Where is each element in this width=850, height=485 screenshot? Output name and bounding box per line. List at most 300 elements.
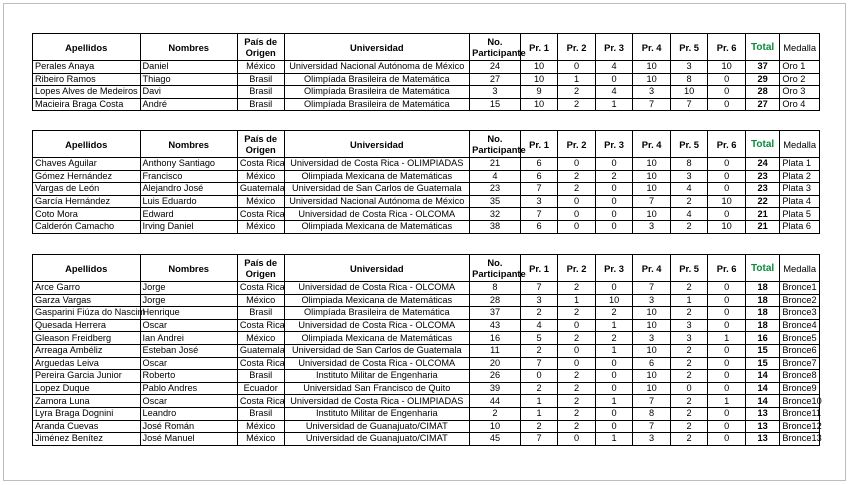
pr6-cell: 0 bbox=[708, 357, 746, 370]
universidad-cell: Olimpiada Mexicana de Matemáticas bbox=[284, 332, 470, 345]
pr1-cell: 4 bbox=[520, 319, 558, 332]
gold-medal-table bbox=[32, 33, 820, 111]
medalla-cell: Bronce6 bbox=[780, 344, 820, 357]
pais-cell: Costa Rica bbox=[237, 282, 284, 295]
pais-cell: Brasil bbox=[237, 86, 284, 99]
pr1-cell: 2 bbox=[520, 307, 558, 320]
header-row bbox=[33, 255, 820, 282]
pr5-cell: 2 bbox=[670, 395, 708, 408]
universidad-cell: Olimpiada Mexicana de Matemáticas bbox=[284, 220, 470, 233]
pr3-cell: 0 bbox=[595, 370, 633, 383]
pr6-cell: 0 bbox=[708, 382, 746, 395]
participante-cell: 21 bbox=[470, 158, 521, 171]
column-header-pr2: Pr. 2 bbox=[558, 255, 596, 282]
medalla-cell: Oro 3 bbox=[780, 86, 820, 99]
column-header-pr4: Pr. 4 bbox=[633, 131, 671, 158]
medalla-cell: Oro 2 bbox=[780, 73, 820, 86]
apellidos-cell: Macieira Braga Costa bbox=[33, 98, 141, 111]
pr6-cell: 0 bbox=[708, 407, 746, 420]
pr2-cell: 0 bbox=[558, 61, 596, 74]
participante-cell: 3 bbox=[470, 86, 521, 99]
nombres-cell: Thiago bbox=[140, 73, 237, 86]
nombres-cell: Oscar bbox=[140, 357, 237, 370]
column-header-nombres: Nombres bbox=[140, 131, 237, 158]
column-header-universidad: Universidad bbox=[284, 255, 470, 282]
nombres-cell: Alejandro José bbox=[140, 183, 237, 196]
nombres-cell: Irving Daniel bbox=[140, 220, 237, 233]
total-cell: 18 bbox=[745, 294, 779, 307]
apellidos-cell: Ribeiro Ramos bbox=[33, 73, 141, 86]
apellidos-cell: Gleason Freidberg bbox=[33, 332, 141, 345]
pr6-cell: 1 bbox=[708, 332, 746, 345]
pr5-cell: 2 bbox=[670, 420, 708, 433]
nombres-cell: Leandro bbox=[140, 407, 237, 420]
apellidos-cell: Coto Mora bbox=[33, 208, 141, 221]
total-cell: 14 bbox=[745, 370, 779, 383]
universidad-cell: Universidad de Costa Rica - OLCOMA bbox=[284, 357, 470, 370]
nombres-cell: Edward bbox=[140, 208, 237, 221]
column-header-pr1: Pr. 1 bbox=[520, 255, 558, 282]
pais-cell: México bbox=[237, 220, 284, 233]
total-cell: 13 bbox=[745, 407, 779, 420]
bronze-medal-table bbox=[32, 254, 820, 446]
pr4-cell: 10 bbox=[633, 158, 671, 171]
pr1-cell: 1 bbox=[520, 407, 558, 420]
column-header-pais: País de Origen bbox=[237, 34, 284, 61]
table-row bbox=[33, 61, 820, 74]
column-header-pr6: Pr. 6 bbox=[708, 34, 746, 61]
pr1-cell: 10 bbox=[520, 98, 558, 111]
column-header-pais: País de Origen bbox=[237, 255, 284, 282]
pr4-cell: 10 bbox=[633, 61, 671, 74]
column-header-pr1: Pr. 1 bbox=[520, 34, 558, 61]
pr4-cell: 3 bbox=[633, 433, 671, 446]
pr1-cell: 2 bbox=[520, 382, 558, 395]
pr5-cell: 2 bbox=[670, 220, 708, 233]
pr1-cell: 6 bbox=[520, 220, 558, 233]
pr4-cell: 10 bbox=[633, 344, 671, 357]
medalla-cell: Bronce9 bbox=[780, 382, 820, 395]
pr2-cell: 2 bbox=[558, 86, 596, 99]
pr5-cell: 2 bbox=[670, 282, 708, 295]
pr6-cell: 0 bbox=[708, 370, 746, 383]
pr4-cell: 10 bbox=[633, 208, 671, 221]
universidad-cell: Universidad de San Carlos de Guatemala bbox=[284, 183, 470, 196]
medalla-cell: Bronce10 bbox=[780, 395, 820, 408]
pr4-cell: 7 bbox=[633, 420, 671, 433]
pr1-cell: 2 bbox=[520, 420, 558, 433]
total-cell: 14 bbox=[745, 382, 779, 395]
pais-cell: México bbox=[237, 420, 284, 433]
pr6-cell: 0 bbox=[708, 307, 746, 320]
participante-cell: 27 bbox=[470, 73, 521, 86]
pr2-cell: 2 bbox=[558, 395, 596, 408]
pr1-cell: 5 bbox=[520, 332, 558, 345]
pr1-cell: 7 bbox=[520, 208, 558, 221]
pr2-cell: 2 bbox=[558, 307, 596, 320]
universidad-cell: Olimpiada Mexicana de Matemáticas bbox=[284, 294, 470, 307]
pr5-cell: 2 bbox=[670, 433, 708, 446]
pr4-cell: 6 bbox=[633, 357, 671, 370]
pr4-cell: 3 bbox=[633, 294, 671, 307]
pr3-cell: 0 bbox=[595, 195, 633, 208]
pais-cell: México bbox=[237, 332, 284, 345]
participante-cell: 44 bbox=[470, 395, 521, 408]
medalla-cell: Bronce11 bbox=[780, 407, 820, 420]
table-row bbox=[33, 294, 820, 307]
pr1-cell: 0 bbox=[520, 370, 558, 383]
pr1-cell: 7 bbox=[520, 357, 558, 370]
participante-cell: 26 bbox=[470, 370, 521, 383]
pr2-cell: 2 bbox=[558, 170, 596, 183]
pais-cell: Brasil bbox=[237, 98, 284, 111]
column-header-apellidos: Apellidos bbox=[33, 255, 141, 282]
pr4-cell: 3 bbox=[633, 86, 671, 99]
pais-cell: Costa Rica bbox=[237, 395, 284, 408]
pais-cell: Ecuador bbox=[237, 382, 284, 395]
column-header-total: Total bbox=[745, 255, 779, 282]
pr5-cell: 2 bbox=[670, 307, 708, 320]
pais-cell: Costa Rica bbox=[237, 319, 284, 332]
table-row bbox=[33, 158, 820, 171]
pr3-cell: 0 bbox=[595, 420, 633, 433]
pais-cell: Costa Rica bbox=[237, 158, 284, 171]
total-cell: 18 bbox=[745, 319, 779, 332]
universidad-cell: Olimpíada Brasileira de Matemática bbox=[284, 98, 470, 111]
pr3-cell: 1 bbox=[595, 319, 633, 332]
medalla-cell: Plata 2 bbox=[780, 170, 820, 183]
pr5-cell: 3 bbox=[670, 61, 708, 74]
universidad-cell: Olimpíada Brasileira de Matemática bbox=[284, 307, 470, 320]
apellidos-cell: Zamora Luna bbox=[33, 395, 141, 408]
column-header-pr2: Pr. 2 bbox=[558, 131, 596, 158]
pr6-cell: 0 bbox=[708, 86, 746, 99]
pr2-cell: 2 bbox=[558, 407, 596, 420]
pr6-cell: 0 bbox=[708, 170, 746, 183]
pr3-cell: 1 bbox=[595, 433, 633, 446]
column-header-pr5: Pr. 5 bbox=[670, 34, 708, 61]
pr1-cell: 6 bbox=[520, 170, 558, 183]
medalla-cell: Bronce3 bbox=[780, 307, 820, 320]
universidad-cell: Universidad de Costa Rica - OLCOMA bbox=[284, 282, 470, 295]
pr6-cell: 0 bbox=[708, 319, 746, 332]
participante-cell: 39 bbox=[470, 382, 521, 395]
apellidos-cell: Pereira Garcia Junior bbox=[33, 370, 141, 383]
pr2-cell: 1 bbox=[558, 294, 596, 307]
pr2-cell: 2 bbox=[558, 282, 596, 295]
column-header-pr3: Pr. 3 bbox=[595, 255, 633, 282]
pr1-cell: 10 bbox=[520, 61, 558, 74]
pr6-cell: 0 bbox=[708, 420, 746, 433]
pr4-cell: 8 bbox=[633, 407, 671, 420]
pr1-cell: 6 bbox=[520, 158, 558, 171]
column-header-pr4: Pr. 4 bbox=[633, 34, 671, 61]
pr3-cell: 1 bbox=[595, 344, 633, 357]
pr4-cell: 10 bbox=[633, 183, 671, 196]
column-header-apellidos: Apellidos bbox=[33, 34, 141, 61]
total-cell: 27 bbox=[745, 98, 779, 111]
column-header-nombres: Nombres bbox=[140, 255, 237, 282]
medalla-cell: Oro 4 bbox=[780, 98, 820, 111]
column-header-pr1: Pr. 1 bbox=[520, 131, 558, 158]
nombres-cell: Jorge bbox=[140, 294, 237, 307]
nombres-cell: Esteban José bbox=[140, 344, 237, 357]
total-cell: 37 bbox=[745, 61, 779, 74]
total-cell: 21 bbox=[745, 208, 779, 221]
universidad-cell: Olimpíada Brasileira de Matemática bbox=[284, 86, 470, 99]
pr2-cell: 0 bbox=[558, 158, 596, 171]
nombres-cell: Oscar bbox=[140, 395, 237, 408]
table-row bbox=[33, 307, 820, 320]
medalla-cell: Bronce7 bbox=[780, 357, 820, 370]
pr1-cell: 9 bbox=[520, 86, 558, 99]
apellidos-cell: Gómez Hernández bbox=[33, 170, 141, 183]
participante-cell: 23 bbox=[470, 183, 521, 196]
pr3-cell: 0 bbox=[595, 220, 633, 233]
pr5-cell: 3 bbox=[670, 319, 708, 332]
table-row bbox=[33, 98, 820, 111]
total-cell: 23 bbox=[745, 170, 779, 183]
pr3-cell: 1 bbox=[595, 395, 633, 408]
pr5-cell: 2 bbox=[670, 344, 708, 357]
pr3-cell: 2 bbox=[595, 170, 633, 183]
pr5-cell: 3 bbox=[670, 332, 708, 345]
pr2-cell: 0 bbox=[558, 220, 596, 233]
universidad-cell: Universidad de San Carlos de Guatemala bbox=[284, 344, 470, 357]
column-header-medalla: Medalla bbox=[780, 131, 820, 158]
pr1-cell: 7 bbox=[520, 183, 558, 196]
participante-cell: 24 bbox=[470, 61, 521, 74]
column-header-participante: No. Participante bbox=[470, 255, 521, 282]
pr6-cell: 0 bbox=[708, 208, 746, 221]
apellidos-cell: Arguedas Leiva bbox=[33, 357, 141, 370]
pr6-cell: 0 bbox=[708, 73, 746, 86]
nombres-cell: Oscar bbox=[140, 319, 237, 332]
participante-cell: 43 bbox=[470, 319, 521, 332]
pr1-cell: 2 bbox=[520, 344, 558, 357]
apellidos-cell: Lopez Duque bbox=[33, 382, 141, 395]
medalla-cell: Bronce13 bbox=[780, 433, 820, 446]
total-cell: 13 bbox=[745, 420, 779, 433]
pr4-cell: 10 bbox=[633, 170, 671, 183]
pr5-cell: 2 bbox=[670, 407, 708, 420]
universidad-cell: Universidad Nacional Autónoma de México bbox=[284, 61, 470, 74]
column-header-universidad: Universidad bbox=[284, 34, 470, 61]
participante-cell: 4 bbox=[470, 170, 521, 183]
pr2-cell: 2 bbox=[558, 370, 596, 383]
universidad-cell: Instituto Militar de Engenharia bbox=[284, 370, 470, 383]
pr6-cell: 10 bbox=[708, 195, 746, 208]
table-row bbox=[33, 73, 820, 86]
nombres-cell: Davi bbox=[140, 86, 237, 99]
total-cell: 15 bbox=[745, 357, 779, 370]
pr4-cell: 10 bbox=[633, 307, 671, 320]
table-row bbox=[33, 344, 820, 357]
pr1-cell: 3 bbox=[520, 294, 558, 307]
total-cell: 18 bbox=[745, 307, 779, 320]
nombres-cell: Anthony Santiago bbox=[140, 158, 237, 171]
pr6-cell: 0 bbox=[708, 294, 746, 307]
pr3-cell: 1 bbox=[595, 98, 633, 111]
universidad-cell: Universidad San Francisco de Quito bbox=[284, 382, 470, 395]
table-row bbox=[33, 420, 820, 433]
pr5-cell: 4 bbox=[670, 208, 708, 221]
universidad-cell: Universidad Nacional Autónoma de México bbox=[284, 195, 470, 208]
column-header-apellidos: Apellidos bbox=[33, 131, 141, 158]
total-cell: 22 bbox=[745, 195, 779, 208]
participante-cell: 38 bbox=[470, 220, 521, 233]
table-row bbox=[33, 319, 820, 332]
pr1-cell: 1 bbox=[520, 395, 558, 408]
medalla-cell: Bronce4 bbox=[780, 319, 820, 332]
nombres-cell: Luis Eduardo bbox=[140, 195, 237, 208]
pais-cell: México bbox=[237, 433, 284, 446]
pr2-cell: 0 bbox=[558, 195, 596, 208]
participante-cell: 20 bbox=[470, 357, 521, 370]
pr5-cell: 8 bbox=[670, 158, 708, 171]
nombres-cell: Francisco bbox=[140, 170, 237, 183]
participante-cell: 16 bbox=[470, 332, 521, 345]
nombres-cell: Jorge bbox=[140, 282, 237, 295]
participante-cell: 37 bbox=[470, 307, 521, 320]
participante-cell: 10 bbox=[470, 420, 521, 433]
pr3-cell: 0 bbox=[595, 282, 633, 295]
pr2-cell: 2 bbox=[558, 332, 596, 345]
medalla-cell: Plata 3 bbox=[780, 183, 820, 196]
nombres-cell: Ian Andrei bbox=[140, 332, 237, 345]
pr6-cell: 0 bbox=[708, 433, 746, 446]
total-cell: 24 bbox=[745, 158, 779, 171]
apellidos-cell: Lopes Alves de Medeiros bbox=[33, 86, 141, 99]
participante-cell: 45 bbox=[470, 433, 521, 446]
universidad-cell: Universidad de Costa Rica - OLCOMA bbox=[284, 208, 470, 221]
pr5-cell: 2 bbox=[670, 357, 708, 370]
universidad-cell: Universidad de Costa Rica - OLIMPIADAS bbox=[284, 395, 470, 408]
participante-cell: 28 bbox=[470, 294, 521, 307]
pr1-cell: 7 bbox=[520, 282, 558, 295]
column-header-medalla: Medalla bbox=[780, 34, 820, 61]
table-row bbox=[33, 370, 820, 383]
medalla-cell: Plata 5 bbox=[780, 208, 820, 221]
total-cell: 29 bbox=[745, 73, 779, 86]
pr5-cell: 0 bbox=[670, 382, 708, 395]
pr2-cell: 2 bbox=[558, 98, 596, 111]
column-header-pr6: Pr. 6 bbox=[708, 255, 746, 282]
column-header-pr5: Pr. 5 bbox=[670, 255, 708, 282]
pr2-cell: 2 bbox=[558, 382, 596, 395]
pais-cell: México bbox=[237, 195, 284, 208]
participante-cell: 15 bbox=[470, 98, 521, 111]
nombres-cell: José Manuel bbox=[140, 433, 237, 446]
pr6-cell: 0 bbox=[708, 158, 746, 171]
table-row bbox=[33, 195, 820, 208]
medalla-cell: Plata 1 bbox=[780, 158, 820, 171]
nombres-cell: Pablo Andres bbox=[140, 382, 237, 395]
pr4-cell: 7 bbox=[633, 282, 671, 295]
pr3-cell: 0 bbox=[595, 73, 633, 86]
medalla-cell: Bronce2 bbox=[780, 294, 820, 307]
universidad-cell: Universidad de Guanajuato/CIMAT bbox=[284, 420, 470, 433]
pais-cell: Brasil bbox=[237, 307, 284, 320]
pr5-cell: 8 bbox=[670, 73, 708, 86]
medalla-cell: Oro 1 bbox=[780, 61, 820, 74]
pr5-cell: 4 bbox=[670, 183, 708, 196]
column-header-pr2: Pr. 2 bbox=[558, 34, 596, 61]
participante-cell: 11 bbox=[470, 344, 521, 357]
column-header-pr3: Pr. 3 bbox=[595, 34, 633, 61]
nombres-cell: André bbox=[140, 98, 237, 111]
pr5-cell: 7 bbox=[670, 98, 708, 111]
pr3-cell: 0 bbox=[595, 208, 633, 221]
pr5-cell: 1 bbox=[670, 294, 708, 307]
header-row bbox=[33, 34, 820, 61]
column-header-pr3: Pr. 3 bbox=[595, 131, 633, 158]
column-header-pr6: Pr. 6 bbox=[708, 131, 746, 158]
pr3-cell: 0 bbox=[595, 158, 633, 171]
pais-cell: México bbox=[237, 61, 284, 74]
apellidos-cell: Calderón Camacho bbox=[33, 220, 141, 233]
universidad-cell: Universidad de Guanajuato/CIMAT bbox=[284, 433, 470, 446]
medalla-cell: Plata 6 bbox=[780, 220, 820, 233]
nombres-cell: Daniel bbox=[140, 61, 237, 74]
pais-cell: México bbox=[237, 294, 284, 307]
table-row bbox=[33, 170, 820, 183]
pr1-cell: 10 bbox=[520, 73, 558, 86]
header-row bbox=[33, 131, 820, 158]
total-cell: 23 bbox=[745, 183, 779, 196]
apellidos-cell: Lyra Braga Dognini bbox=[33, 407, 141, 420]
pr5-cell: 2 bbox=[670, 370, 708, 383]
universidad-cell: Olimpíada Brasileira de Matemática bbox=[284, 73, 470, 86]
pr2-cell: 0 bbox=[558, 433, 596, 446]
table-row bbox=[33, 407, 820, 420]
medalla-cell: Bronce1 bbox=[780, 282, 820, 295]
table-row bbox=[33, 208, 820, 221]
pr3-cell: 0 bbox=[595, 183, 633, 196]
pr2-cell: 2 bbox=[558, 183, 596, 196]
nombres-cell: Roberto bbox=[140, 370, 237, 383]
apellidos-cell: Garza Vargas bbox=[33, 294, 141, 307]
universidad-cell: Olimpiada Mexicana de Matemáticas bbox=[284, 170, 470, 183]
pr2-cell: 1 bbox=[558, 73, 596, 86]
pais-cell: México bbox=[237, 170, 284, 183]
pr4-cell: 10 bbox=[633, 370, 671, 383]
participante-cell: 2 bbox=[470, 407, 521, 420]
table-row bbox=[33, 357, 820, 370]
column-header-pr5: Pr. 5 bbox=[670, 131, 708, 158]
column-header-pr4: Pr. 4 bbox=[633, 255, 671, 282]
medalla-cell: Bronce8 bbox=[780, 370, 820, 383]
participante-cell: 8 bbox=[470, 282, 521, 295]
nombres-cell: Henrique bbox=[140, 307, 237, 320]
column-header-total: Total bbox=[745, 131, 779, 158]
total-cell: 15 bbox=[745, 344, 779, 357]
pr6-cell: 0 bbox=[708, 98, 746, 111]
column-header-medalla: Medalla bbox=[780, 255, 820, 282]
column-header-total: Total bbox=[745, 34, 779, 61]
pr2-cell: 0 bbox=[558, 319, 596, 332]
pr3-cell: 0 bbox=[595, 382, 633, 395]
column-header-universidad: Universidad bbox=[284, 131, 470, 158]
apellidos-cell: Chaves Aguilar bbox=[33, 158, 141, 171]
pais-cell: Guatemala bbox=[237, 183, 284, 196]
pr6-cell: 10 bbox=[708, 61, 746, 74]
pr5-cell: 10 bbox=[670, 86, 708, 99]
table-row bbox=[33, 282, 820, 295]
pr3-cell: 4 bbox=[595, 86, 633, 99]
universidad-cell: Instituto Militar de Engenharia bbox=[284, 407, 470, 420]
pr3-cell: 0 bbox=[595, 357, 633, 370]
